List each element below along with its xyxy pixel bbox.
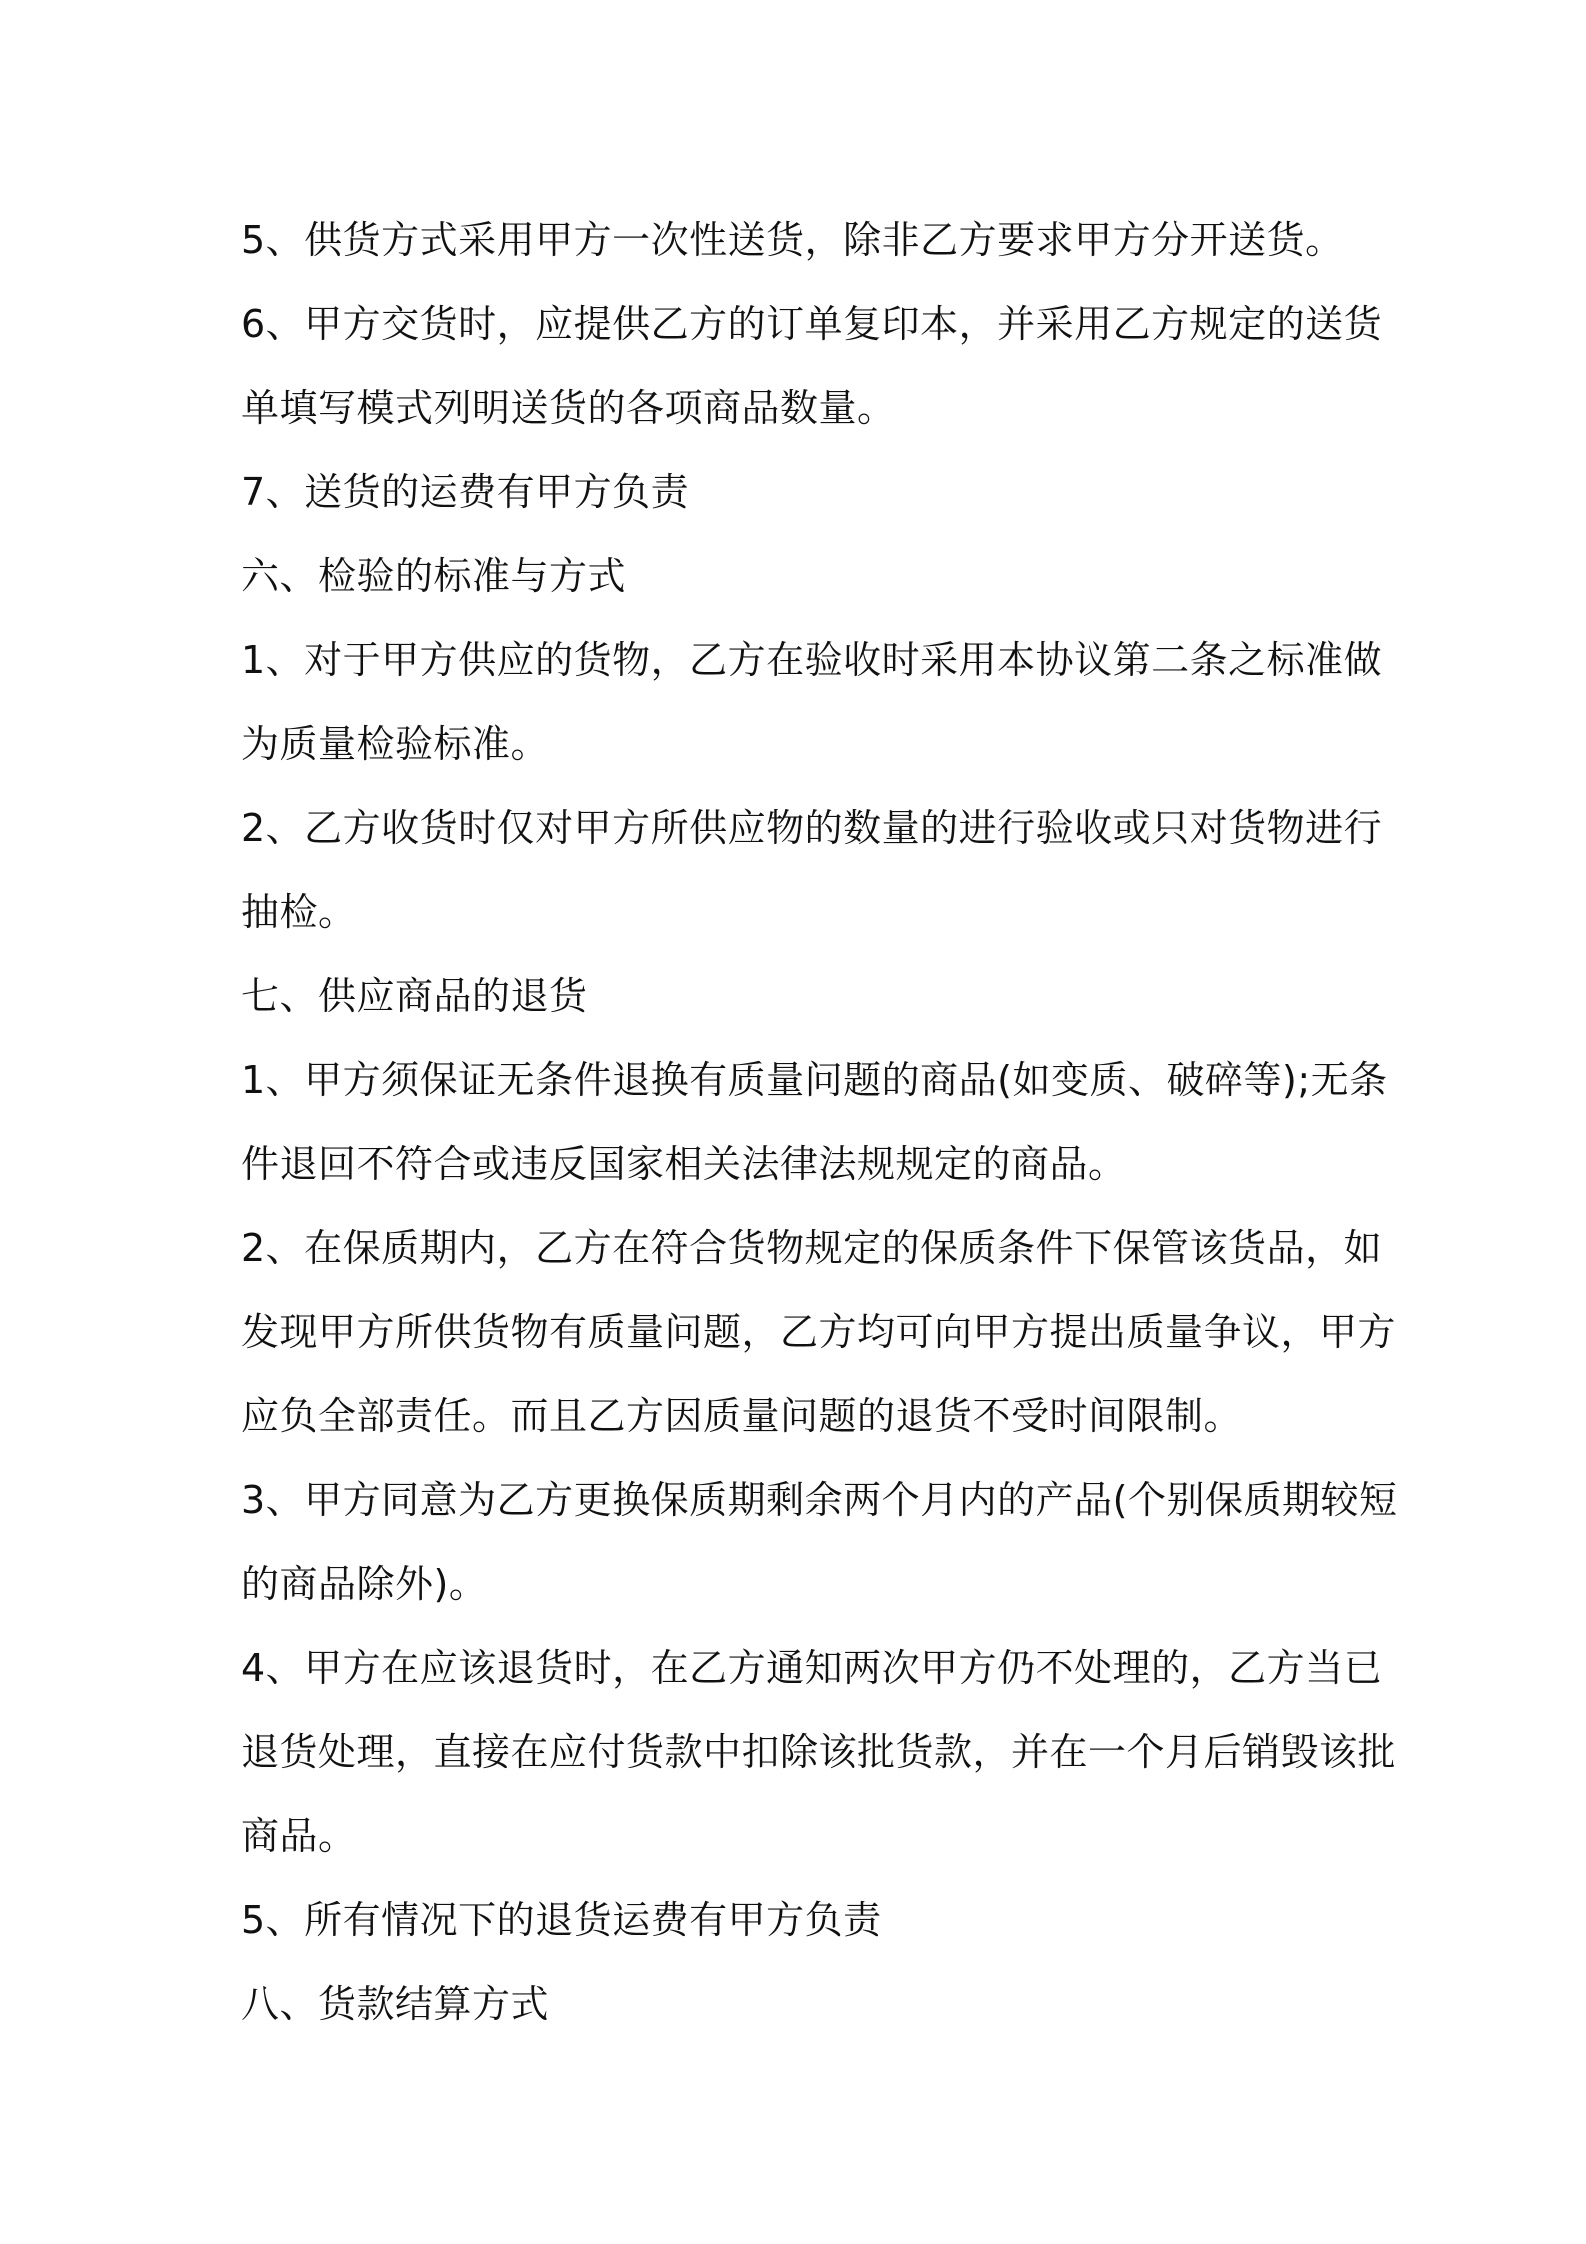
text-line: 退货处理，直接在应付货款中扣除该批货款，并在一个月后销毁该批: [241, 1730, 1397, 1774]
text-line: 2、乙方收货时仅对甲方所供应物的数量的进行验收或只对货物进行: [241, 806, 1383, 850]
text-line: 单填写模式列明送货的各项商品数量。: [241, 386, 896, 430]
text-line: 为质量检验标准。: [241, 722, 550, 766]
text-line: 5、供货方式采用甲方一次性送货，除非乙方要求甲方分开送货。: [241, 218, 1344, 262]
section-heading: 八、货款结算方式: [241, 1982, 550, 2026]
text-line: 5、所有情况下的退货运费有甲方负责: [241, 1898, 882, 1942]
text-line: 7、送货的运费有甲方负责: [241, 470, 690, 514]
text-line: 1、甲方须保证无条件退换有质量问题的商品(如变质、破碎等);无条: [241, 1058, 1388, 1102]
text-line: 的商品除外)。: [241, 1562, 488, 1606]
section-heading: 七、供应商品的退货: [241, 974, 588, 1018]
document-body: [241, 198, 1398, 2046]
text-line: 商品。: [241, 1814, 357, 1858]
text-line: 4、甲方在应该退货时，在乙方通知两次甲方仍不处理的，乙方当已: [241, 1646, 1383, 1690]
text-line: 2、在保质期内，乙方在符合货物规定的保质条件下保管该货品，如: [241, 1226, 1383, 1270]
text-line: 应负全部责任。而且乙方因质量问题的退货不受时间限制。: [241, 1394, 1243, 1438]
text-line: 件退回不符合或违反国家相关法律法规规定的商品。: [241, 1142, 1127, 1186]
text-line: 3、甲方同意为乙方更换保质期剩余两个月内的产品(个别保质期较短: [241, 1478, 1398, 1522]
text-line: 抽检。: [241, 890, 357, 934]
text-line: 1、对于甲方供应的货物，乙方在验收时采用本协议第二条之标准做: [241, 638, 1383, 682]
text-line: 6、甲方交货时，应提供乙方的订单复印本，并采用乙方规定的送货: [241, 302, 1383, 346]
text-line: 发现甲方所供货物有质量问题，乙方均可向甲方提出质量争议，甲方: [241, 1310, 1397, 1354]
section-heading: 六、检验的标准与方式: [241, 554, 627, 598]
